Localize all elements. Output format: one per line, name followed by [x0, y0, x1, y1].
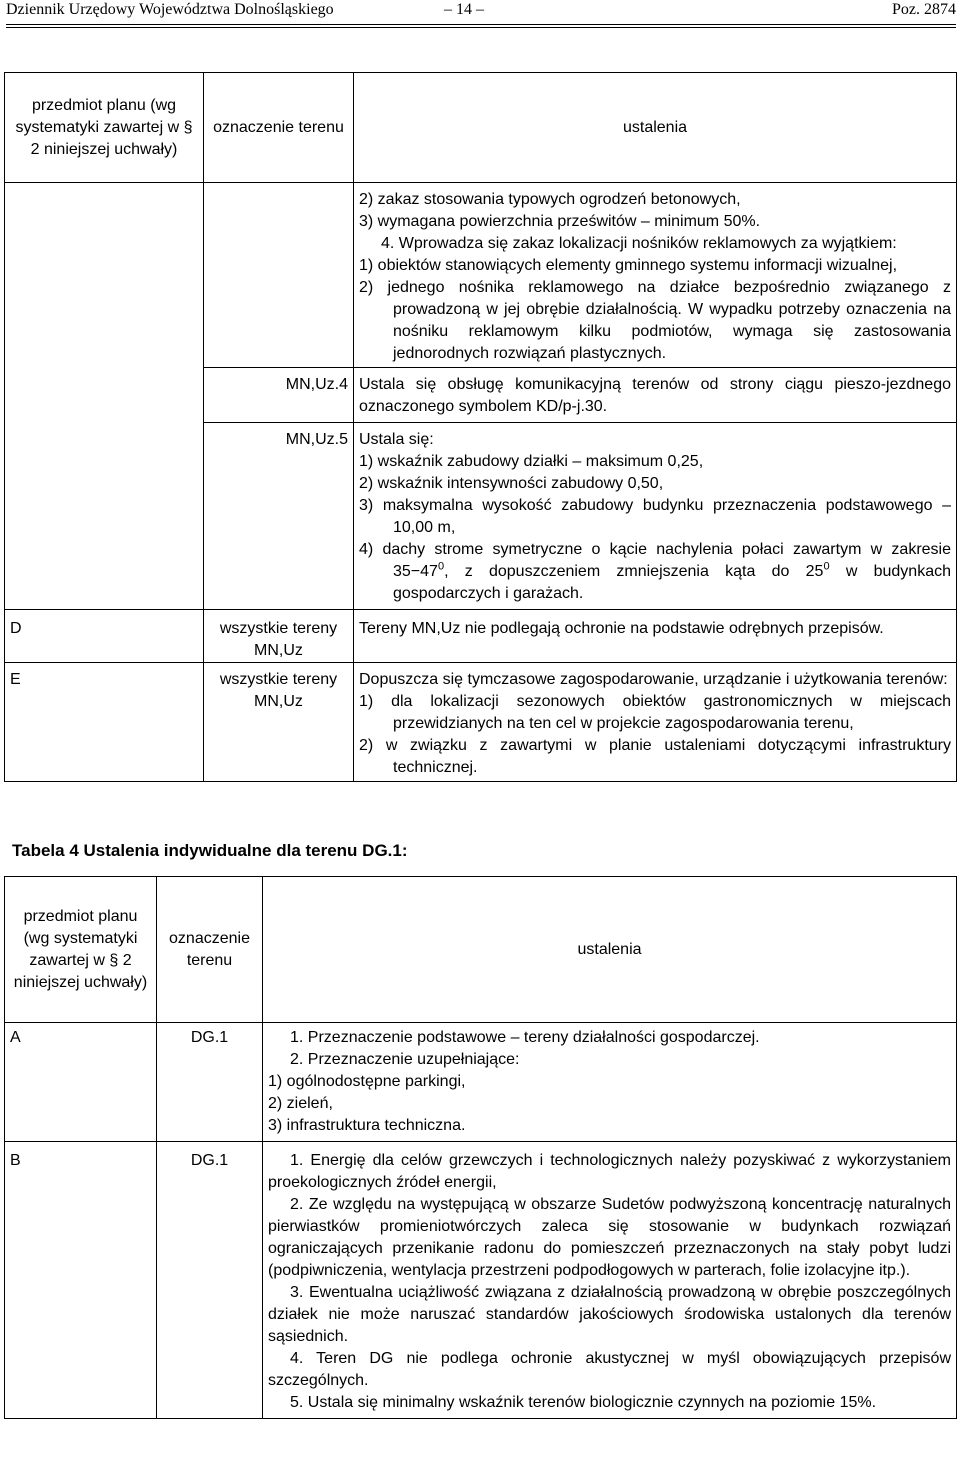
- subject-letter: B: [5, 1142, 157, 1419]
- table-row: [5, 663, 957, 782]
- header-provisions: ustalenia: [354, 73, 957, 183]
- subject-letter: A: [5, 1023, 157, 1142]
- list-item: 3) wymagana powierzchnia prześwitów – minimum 50%.: [359, 213, 761, 230]
- list-item-text: 2) jednego nośnika reklamowego na działce bezpośrednio związanego z prowadzoną w jej obrębie działalnością.: [359, 279, 951, 318]
- area-code: wszystkie tereny MN,Uz: [204, 610, 354, 663]
- header-subject: przedmiot planu (wg systematyki zawartej w § 2 niniejszej uchwały): [5, 877, 157, 1023]
- table-header-row: [5, 73, 957, 183]
- area-code: DG.1: [157, 1023, 263, 1142]
- provision-list: [263, 1023, 957, 1142]
- page-number: – 14 –: [444, 1, 484, 18]
- header-subject: przedmiot planu (wg systematyki zawartej w § 2 niniejszej uchwały): [5, 73, 204, 183]
- area-code: wszystkie tereny MN,Uz: [204, 663, 354, 782]
- list-item: 2) zakaz stosowania typowych ogrodzeń betonowych,: [359, 191, 741, 208]
- provision-list: [263, 1142, 957, 1419]
- header-rule: [6, 24, 956, 25]
- position-number: Poz. 2874: [892, 1, 956, 18]
- paragraph: 1. Przeznaczenie podstawowe – tereny działalności gospodarczej.: [290, 1029, 760, 1046]
- paragraph: 5. Ustala się minimalny wskaźnik terenów biologicznie czynnych na poziomie 15%.: [290, 1394, 877, 1411]
- subject-cell-empty: [5, 183, 204, 610]
- provision-text: Ustala się obsługę komunikacyjną terenów od strony ciągu pieszo-jezdnego oznaczonego symbolem KD/p-j.30.: [354, 368, 957, 423]
- provision-list: [354, 663, 957, 782]
- table-row: [5, 610, 957, 663]
- paragraph: 1. Energię dla celów grzewczych i technologicznych należy pozyskiwać z wykorzystaniem proekologicznych źródeł energii,: [268, 1152, 951, 1191]
- table-zones-mn-uz: [4, 72, 957, 782]
- list-item: 1) obiektów stanowiących elementy gminnego systemu informacji wizualnej,: [359, 257, 898, 274]
- paragraph: 4. Wprowadza się zakaz lokalizacji nośników reklamowych za wyjątkiem:: [381, 235, 897, 252]
- list-item: [359, 277, 951, 365]
- table-caption: Tabela 4 Ustalenia indywidualne dla terenu DG.1:: [12, 841, 408, 860]
- area-code: DG.1: [157, 1142, 263, 1419]
- list-item: 2) zieleń,: [268, 1095, 333, 1112]
- subject-letter: E: [5, 663, 204, 782]
- provision-list: [354, 423, 957, 610]
- list-item: [359, 539, 951, 605]
- header-area-code: oznaczenie terenu: [157, 877, 263, 1023]
- area-code: MN,Uz.5: [204, 423, 354, 610]
- code-cell-empty: [204, 183, 354, 368]
- table-row: [5, 1142, 957, 1419]
- list-item-text: w budynkach gospodarczych i garażach.: [393, 563, 952, 602]
- paragraph: Ustala się:: [359, 431, 434, 448]
- list-item: 1) dla lokalizacji sezonowych obiektów gastronomicznych w miejscach przewidzianych na ten cel w projekcie zagospodarowania terenu,: [359, 693, 951, 732]
- table-zone-dg1: [4, 876, 957, 1419]
- header-area-code: oznaczenie terenu: [204, 73, 354, 183]
- list-item: 3) maksymalna wysokość zabudowy budynku przeznaczenia podstawowego – 10,00 m,: [359, 497, 951, 536]
- header-rule-2: [6, 27, 956, 28]
- table-row: [5, 1023, 957, 1142]
- paragraph: 4. Teren DG nie podlega ochronie akustycznej w myśl obowiązujących przepisów szczególnych.: [268, 1350, 951, 1389]
- list-item: 1) wskaźnik zabudowy działki – maksimum 0,25,: [359, 453, 704, 470]
- superscript: 0: [437, 560, 445, 573]
- list-item: 1) ogólnodostępne parkingi,: [268, 1073, 466, 1090]
- provisions-continued: [354, 183, 957, 368]
- journal-title: Dziennik Urzędowy Województwa Dolnośląskiego: [6, 1, 334, 18]
- list-item: 2) w związku z zawartymi w planie ustaleniami dotyczącymi infrastruktury technicznej.: [359, 737, 951, 776]
- subject-letter: D: [5, 610, 204, 663]
- list-item-text: , z dopuszczeniem zmniejszenia kąta do 25: [444, 563, 824, 580]
- provision-text: Tereny MN,Uz nie podlegają ochronie na podstawie odrębnych przepisów.: [354, 610, 957, 663]
- list-item: 2) wskaźnik intensywności zabudowy 0,50,: [359, 475, 664, 492]
- page-header: [6, 0, 956, 20]
- list-item-tail: W wypadku potrzeby oznaczenia na nośniku reklamowym kilku podmiotów, wymaga się zastosowania jednorodnych rozwiązań plastycznych.: [393, 301, 952, 362]
- superscript: 0: [823, 560, 830, 573]
- header-provisions: ustalenia: [263, 877, 957, 1023]
- paragraph: Dopuszcza się tymczasowe zagospodarowanie, urządzanie i użytkowania terenów:: [359, 671, 948, 688]
- area-code: MN,Uz.4: [204, 368, 354, 423]
- paragraph: 2. Ze względu na występującą w obszarze Sudetów podwyższoną koncentrację naturalnych pierwiastków promieniotwórczych zaleca się stosowanie w budynkach rozwiązań ograniczających przenikanie radonu do pomieszczeń przeznaczonych na stały pobyt ludzi (podpiwniczenia, wentylacja przestrzeni podpodłogowych w parterach, folie izolacyjne itp.).: [268, 1196, 951, 1279]
- table-row-continuation: [5, 183, 957, 368]
- list-item: 3) infrastruktura techniczna.: [268, 1117, 466, 1134]
- list-item-text: 4) dachy strome symetryczne o kącie nachylenia połaci zawartym w zakresie 35−47: [359, 541, 951, 580]
- paragraph: 3. Ewentualna uciążliwość związana z działalnością prowadzoną w obrębie poszczególnych działek nie może naruszać standardów jakościowych środowiska ustalonych dla terenów sąsiednich.: [268, 1284, 951, 1345]
- paragraph: 2. Przeznaczenie uzupełniające:: [290, 1051, 520, 1068]
- table-header-row: [5, 877, 957, 1023]
